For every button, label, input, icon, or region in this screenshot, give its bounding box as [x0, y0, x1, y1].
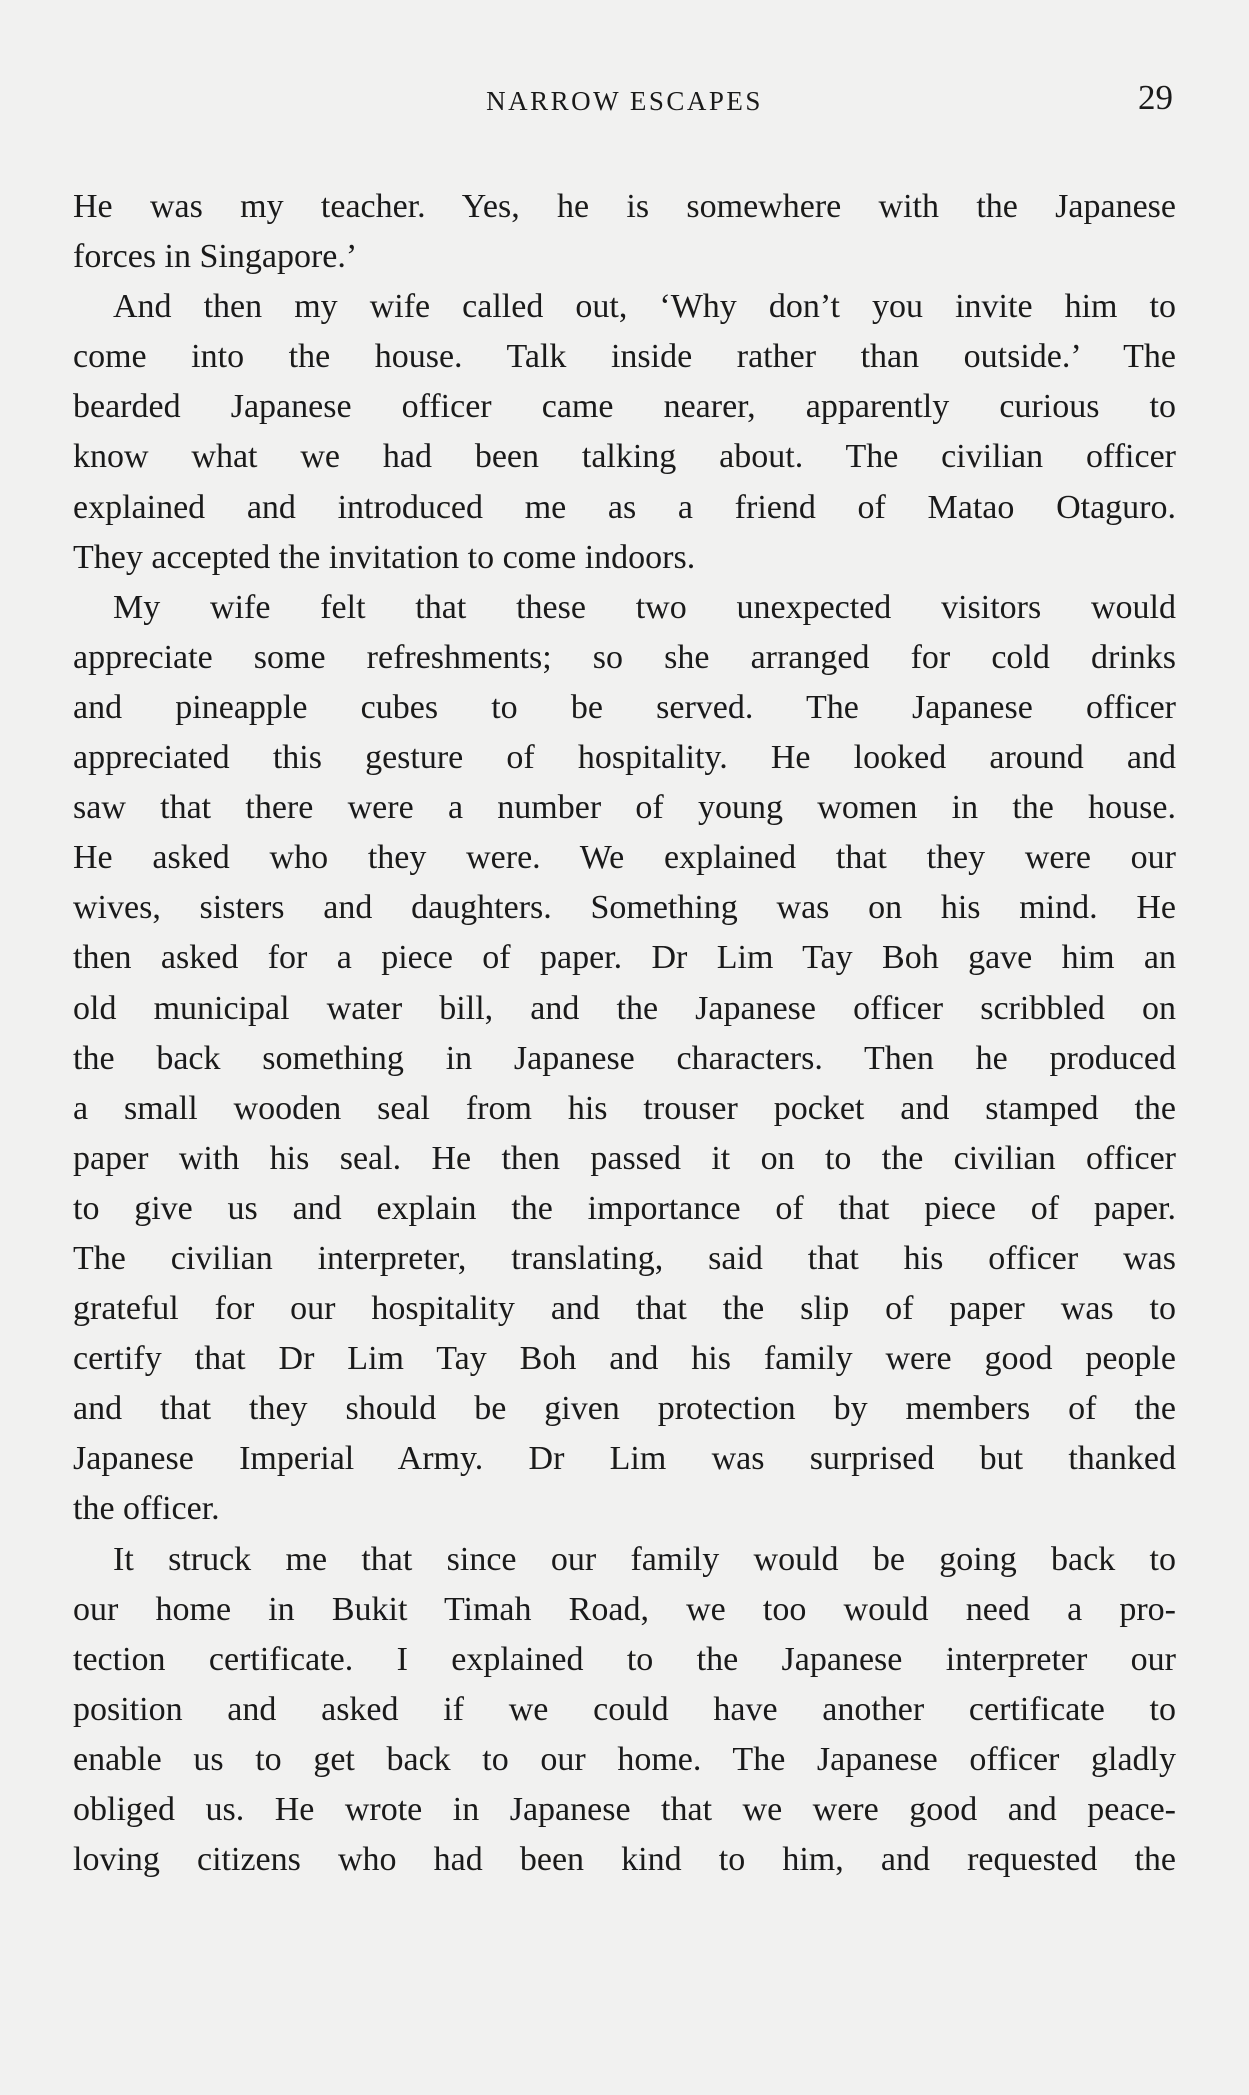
text-line: a small wooden seal from his trouser pocket and stamped the	[73, 1089, 1176, 1127]
text-line: grateful for our hospitality and that the slip of paper was to	[73, 1290, 1176, 1328]
text-line: then asked for a piece of paper. Dr Lim Tay Boh gave him an	[73, 939, 1176, 977]
text-line: loving citizens who had been kind to him, and requested the	[73, 1841, 1176, 1879]
text-line: the back something in Japanese characters. Then he produced	[73, 1039, 1176, 1077]
text-line: and that they should be given protection by members of the	[73, 1390, 1176, 1428]
text-line: certify that Dr Lim Tay Boh and his family were good people	[73, 1340, 1176, 1378]
text-line: It struck me that since our family would be going back to	[113, 1540, 1176, 1578]
text-line: They accepted the invitation to come indoors.	[73, 538, 696, 576]
text-line: enable us to get back to our home. The Japanese officer gladly	[73, 1740, 1176, 1778]
body-text	[73, 182, 1176, 1885]
text-line: to give us and explain the importance of that piece of paper.	[73, 1189, 1176, 1227]
text-line: wives, sisters and daughters. Something was on his mind. He	[73, 889, 1176, 927]
text-line: explained and introduced me as a friend of Matao Otaguro.	[73, 488, 1176, 526]
text-line: saw that there were a number of young women in the house.	[73, 789, 1176, 827]
text-line: know what we had been talking about. The civilian officer	[73, 438, 1176, 476]
text-line: and pineapple cubes to be served. The Japanese officer	[73, 688, 1176, 726]
page-number: 29	[1138, 78, 1173, 117]
text-line: Japanese Imperial Army. Dr Lim was surprised but thanked	[73, 1440, 1176, 1478]
text-line: tection certificate. I explained to the Japanese interpreter our	[73, 1640, 1176, 1678]
text-line: paper with his seal. He then passed it on to the civilian officer	[73, 1139, 1176, 1177]
text-line: come into the house. Talk inside rather than outside.’ The	[73, 338, 1176, 376]
text-line: appreciate some refreshments; so she arranged for cold drinks	[73, 638, 1176, 676]
text-line: forces in Singapore.’	[73, 238, 358, 276]
text-line: the officer.	[73, 1490, 220, 1528]
text-line: our home in Bukit Timah Road, we too would need a pro-	[73, 1590, 1176, 1628]
text-line: He was my teacher. Yes, he is somewhere with the Japanese	[73, 188, 1176, 225]
text-line: appreciated this gesture of hospitality. He looked around and	[73, 739, 1176, 777]
text-line: He asked who they were. We explained that they were our	[73, 839, 1176, 877]
text-line: The civilian interpreter, translating, said that his officer was	[73, 1239, 1176, 1277]
running-title: NARROW ESCAPES	[486, 86, 763, 116]
text-line: And then my wife called out, ‘Why don’t you invite him to	[113, 288, 1176, 326]
text-line: bearded Japanese officer came nearer, apparently curious to	[73, 388, 1176, 426]
text-line: My wife felt that these two unexpected visitors would	[113, 588, 1176, 626]
text-line: obliged us. He wrote in Japanese that we were good and peace-	[73, 1791, 1176, 1828]
text-line: position and asked if we could have another certificate to	[73, 1690, 1176, 1728]
text-line: old municipal water bill, and the Japanese officer scribbled on	[73, 989, 1176, 1027]
